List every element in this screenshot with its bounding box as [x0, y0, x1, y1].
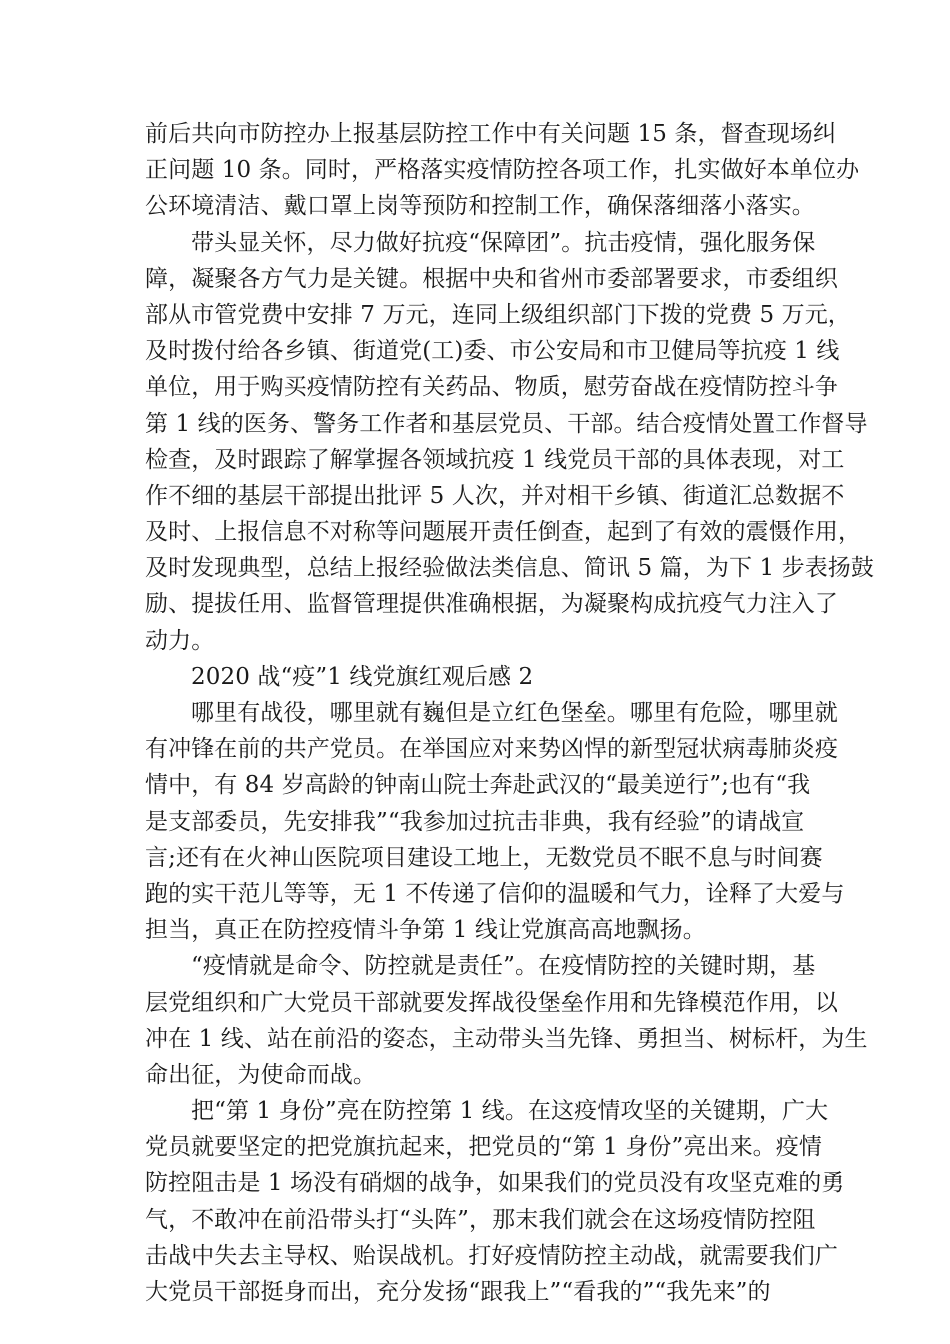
text-line: 跑的实干范儿等等，无 1 不传递了信仰的温暖和气力，诠释了大爱与 — [145, 880, 845, 907]
text-line: 部从市管党费中安排 7 万元，连同上级组织部门下拨的党费 5 万元， — [145, 301, 851, 328]
text-line: 及时、上报信息不对称等问题展开责任倒查，起到了有效的震慑作用， — [145, 519, 862, 546]
text-line: 及时拨付给各乡镇、街道党(工)委、市公安局和市卫健局等抗疫 1 线 — [145, 338, 840, 365]
text-line: 公环境清洁、戴口罩上岗等预防和控制工作，确保落细落小落实。 — [145, 193, 815, 220]
text-line: 检查，及时跟踪了解掌握各领域抗疫 1 线党员干部的具体表现，对工 — [145, 446, 845, 473]
section-heading: 2020 战“疫”1 线党旗红观后感 2 — [191, 663, 534, 690]
text-line: 担当，真正在防控疫情斗争第 1 线让党旗高高地飘扬。 — [145, 917, 706, 944]
text-line: 作不细的基层干部提出批评 5 人次，并对相干乡镇、街道汇总数据不 — [145, 482, 845, 509]
text-line: 气，不敢冲在前沿带头打“头阵”，那末我们就会在这场疫情防控阻 — [145, 1206, 816, 1233]
text-line: 及时发现典型，总结上报经验做法类信息、简讯 5 篇，为下 1 步表扬鼓 — [145, 555, 875, 582]
text-line: 第 1 线的医务、警务工作者和基层党员、干部。结合疫情处置工作督导 — [145, 410, 868, 437]
text-line: 击战中失去主导权、贻误战机。打好疫情防控主动战，就需要我们广 — [145, 1242, 838, 1269]
paragraph-start: 哪里有战役，哪里就有巍但是立红色堡垒。哪里有危险，哪里就 — [191, 700, 838, 726]
text-line: 防控阻击是 1 场没有硝烟的战争，如果我们的党员没有攻坚克难的勇 — [145, 1170, 845, 1197]
text-line: 情中，有 84 岁高龄的钟南山院士奔赴武汉的“最美逆行”;也有“我 — [145, 772, 811, 799]
text-line: 有冲锋在前的共产党员。在举国应对来势凶悍的新型冠状病毒肺炎疫 — [145, 736, 838, 763]
text-line: 层党组织和广大党员干部就要发挥战役堡垒作用和先锋模范作用，以 — [145, 989, 838, 1016]
text-line: 大党员干部挺身而出，充分发扬“跟我上”“看我的”“我先来”的 — [145, 1279, 771, 1305]
paragraph-start: 把“第 1 身份”亮在防控第 1 线。在这疫情攻坚的关键期，广大 — [191, 1098, 829, 1125]
paragraph-start: 带头显关怀，尽力做好抗疫“保障团”。抗击疫情，强化服务保 — [191, 229, 816, 256]
text-line: 前后共向市防控办上报基层防控工作中有关问题 15 条，督查现场纠 — [145, 121, 837, 147]
paragraph-start: “疫情就是命令、防控就是责任”。在疫情防控的关键时期，基 — [191, 953, 816, 980]
text-line: 党员就要坚定的把党旗抗起来，把党员的“第 1 身份”亮出来。疫情 — [145, 1134, 822, 1161]
text-line: 单位，用于购买疫情防控有关药品、物质，慰劳奋战在疫情防控斗争 — [145, 374, 838, 401]
text-line: 动力。 — [145, 627, 215, 654]
text-line: 是支部委员，先安排我”“我参加过抗击非典，我有经验”的请战宣 — [145, 808, 805, 835]
document-body — [145, 116, 875, 1310]
text-line: 障，凝聚各方气力是关键。根据中央和省州市委部署要求，市委组织 — [145, 265, 838, 292]
text-line: 言;还有在火神山医院项目建设工地上，无数党员不眠不息与时间赛 — [145, 844, 823, 871]
text-line: 命出征，为使命而战。 — [145, 1061, 376, 1088]
text-line: 励、提拔任用、监督管理提供准确根据，为凝聚构成抗疫气力注入了 — [145, 591, 838, 618]
text-line: 冲在 1 线、站在前沿的姿态，主动带头当先锋、勇担当、树标杆，为生 — [145, 1025, 868, 1052]
text-line: 正问题 10 条。同时，严格落实疫情防控各项工作，扎实做好本单位办 — [145, 157, 860, 184]
